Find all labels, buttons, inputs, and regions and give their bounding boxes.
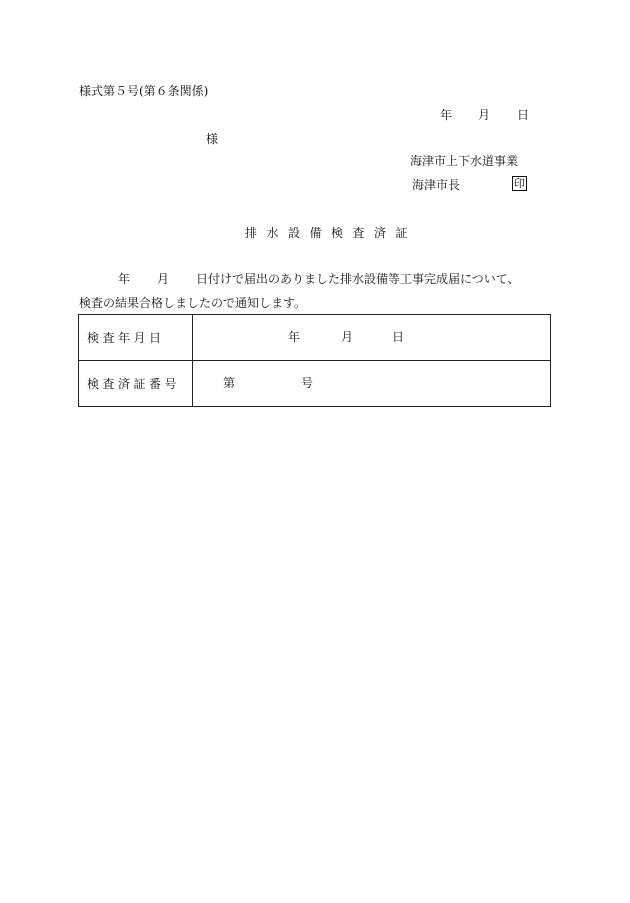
body-text-line2: 検査の結果合格しましたので通知します。	[79, 296, 307, 310]
certificate-prefix: 第	[223, 376, 236, 390]
date-year-label: 年	[440, 108, 453, 122]
inspection-month-label: 月	[341, 330, 354, 344]
body-month-label: 月	[157, 272, 170, 286]
inspection-day-label: 日	[392, 330, 405, 344]
inspection-table	[78, 314, 551, 407]
issue-date	[440, 109, 529, 121]
date-day-label: 日	[517, 108, 530, 122]
date-month-label: 月	[478, 108, 491, 122]
seal-mark: 印	[514, 177, 525, 190]
body-text-rest: 日付けで届出のありました排水設備等工事完成届について、	[196, 272, 520, 286]
inspection-date-cell	[193, 315, 551, 361]
inspection-date-label: 検査年月日	[79, 315, 193, 361]
recipient-honorific: 様	[206, 132, 219, 146]
inspection-year-label: 年	[288, 330, 301, 344]
body-text-line1	[118, 273, 520, 285]
table-row-inspection-date	[79, 315, 551, 361]
certificate-suffix: 号	[301, 376, 314, 390]
certificate-number-label: 検査済証番号	[79, 361, 193, 407]
issuer-organization: 海津市上下水道事業	[410, 154, 519, 168]
body-year-label: 年	[118, 272, 131, 286]
certificate-number-cell	[193, 361, 551, 407]
document-title: 排水設備検査済証	[245, 226, 418, 240]
form-number-label: 様式第５号(第６条関係)	[79, 84, 209, 98]
table-row-certificate-number	[79, 361, 551, 407]
issuer-title: 海津市長	[412, 178, 461, 192]
